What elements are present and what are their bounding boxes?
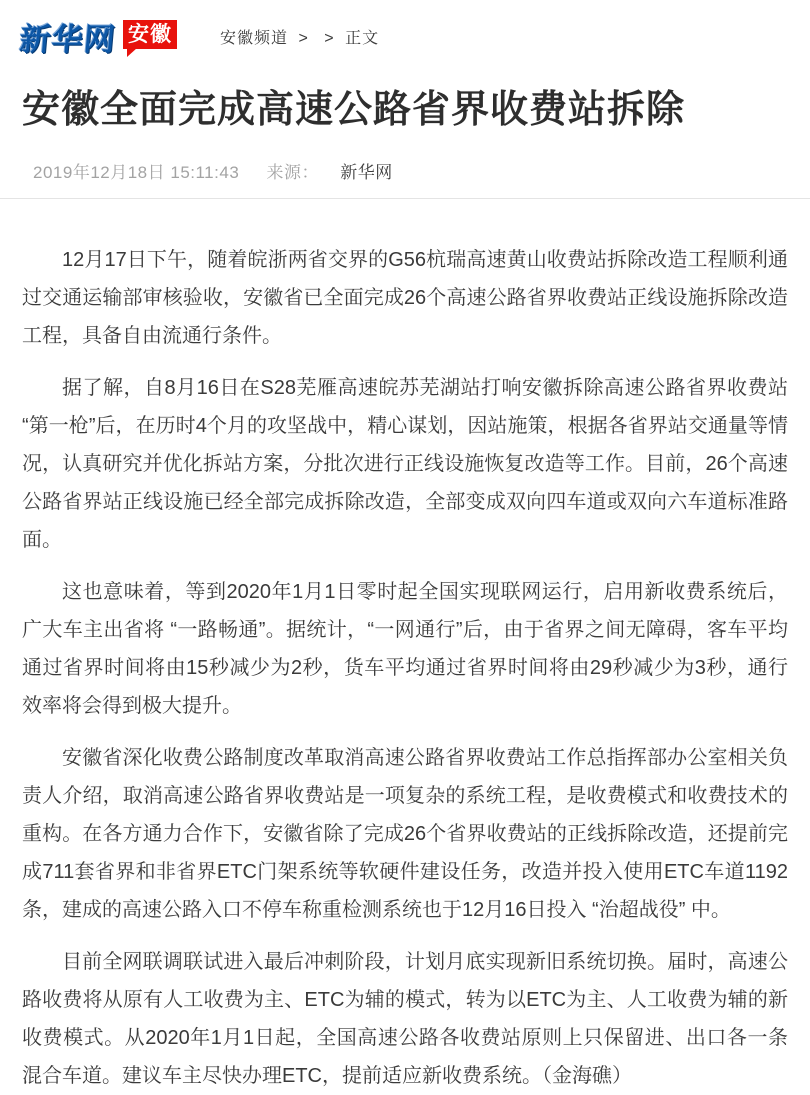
breadcrumb-current: 正文 bbox=[345, 30, 380, 47]
article-main bbox=[0, 88, 810, 1095]
article-title: 安徽全面完成高速公路省界收费站拆除 bbox=[22, 89, 686, 131]
source-label: 来源： bbox=[266, 162, 320, 182]
site-header bbox=[0, 0, 810, 55]
source-name-link[interactable]: 新华网 bbox=[340, 162, 393, 182]
breadcrumb bbox=[220, 20, 379, 48]
breadcrumb-separator: > bbox=[298, 30, 309, 47]
article-paragraph: 据了解，自8月16日在S28芜雁高速皖苏芜湖站打响安徽拆除高速公路省界收费站 “第一枪”后，在历时4个月的攻坚战中，精心谋划，因站施策，根据各省界站交通量等情况，认真研究并优化拆站方案，分批次进行正线设施恢复改造等工作。目前，26个高速公路省界站正线设施已经全部完成拆除改造，全部变成双向四车道或双向六车道标准路面。 bbox=[22, 376, 788, 551]
article-paragraph: 安徽省深化收费公路制度改革取消高速公路省界收费站工作总指挥部办公室相关负责人介绍，取消高速公路省界收费站是一项复杂的系统工程，是收费模式和收费技术的重构。在各方通力合作下，安徽省除了完成26个省界收费站的正线拆除改造，还提前完成711套省界和非省界ETC门架系统等软硬件建设任务，改造并投入使用ETC车道1192条，建成的高速公路入口不停车称重检测系统也于12月16日投入 “治超战役” 中。 bbox=[22, 746, 788, 921]
article-paragraph: 目前全网联调联试进入最后冲刺阶段，计划月底实现新旧系统切换。届时，高速公路收费将从原有人工收费为主、ETC为辅的模式，转为以ETC为主、人工收费为辅的新收费模式。从2020年1月1日起，全国高速公路各收费站原则上只保留进、出口各一条混合车道。建议车主尽快办理ETC，提前适应新收费系统。（金海礁） bbox=[22, 950, 788, 1087]
article-paragraph: 这也意味着，等到2020年1月1日零时起全国实现联网运行，启用新收费系统后，广大车主出省将 “一路畅通”。据统计，“一网通行”后，由于省界之间无障碍，客车平均通过省界时间将由15秒减少为2秒，货车平均通过省界时间将由29秒减少为3秒，通行效率将会得到极大提升。 bbox=[22, 580, 788, 717]
publish-date: 2019年12月18日 15:11:43 bbox=[33, 162, 240, 182]
article-meta bbox=[33, 158, 788, 183]
article-body bbox=[0, 199, 810, 1095]
breadcrumb-channel-link[interactable]: 安徽频道 bbox=[220, 30, 289, 47]
breadcrumb-separator: > bbox=[324, 30, 335, 47]
anhui-region-badge[interactable]: 安徽 bbox=[123, 20, 177, 49]
article-paragraph: 12月17日下午，随着皖浙两省交界的G56杭瑞高速黄山收费站拆除改造工程顺利通过交通运输部审核验收，安徽省已全面完成26个高速公路省界收费站正线设施拆除改造工程，具备自由流通行条件。 bbox=[22, 248, 788, 347]
xinhuanet-logo[interactable]: 新华网 bbox=[18, 22, 118, 57]
